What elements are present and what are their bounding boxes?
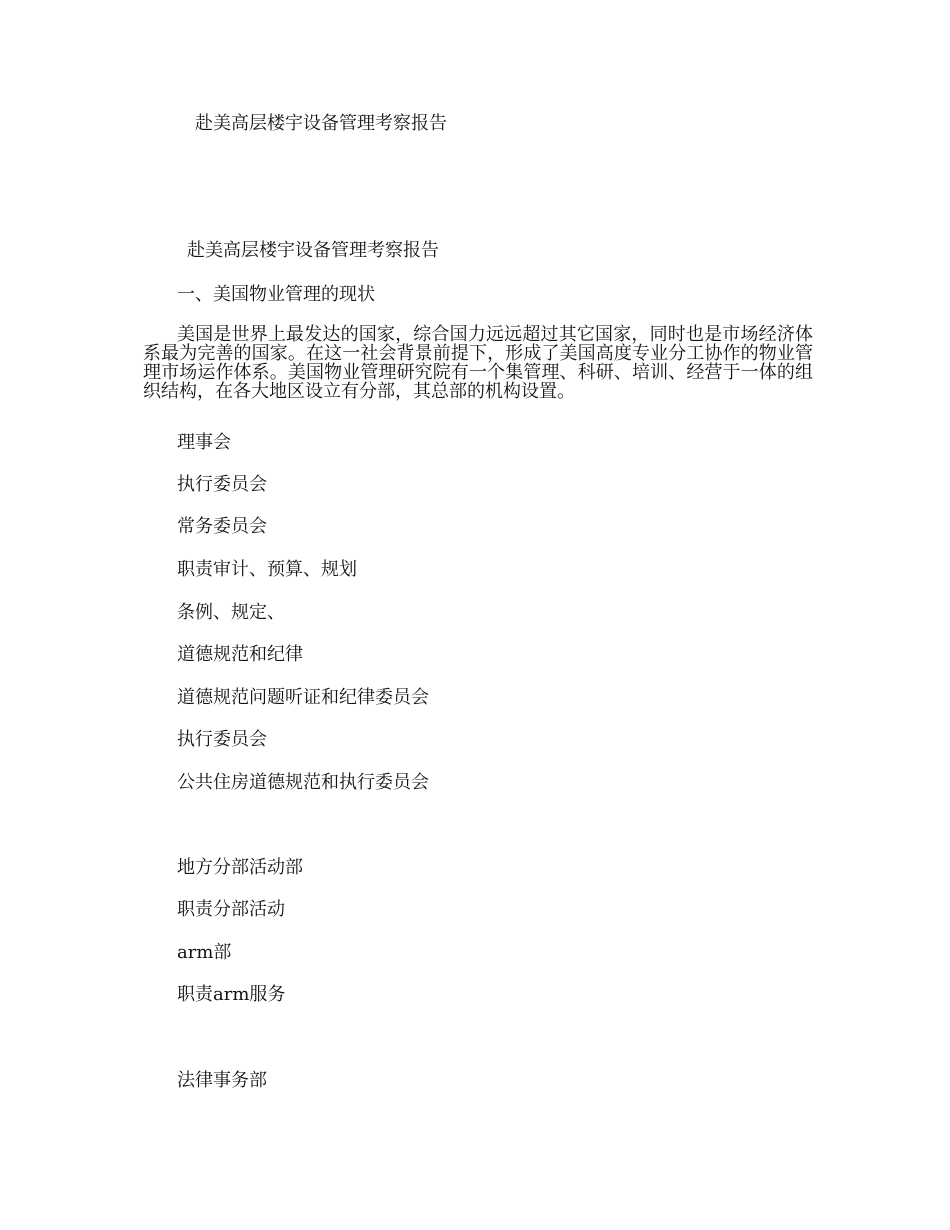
body-paragraph: 美国是世界上最发达的国家，综合国力远远超过其它国家，同时也是市场经济体系最为完善的国家。在这一社会背景前提下，形成了美国高度专业分工协作的物业管理市场运作体系。美国物业管理研究院有一个集管理、科研、培训、经营于一体的组织结构，在各大地区设立有分部，其总部的机构设置。 [143,324,813,402]
list-item: 条例、规定、 [177,602,285,623]
list-item: 法律事务部 [177,1070,267,1091]
list-item: 执行委员会 [177,474,267,495]
list-item: 执行委员会 [177,729,267,750]
section-heading: 一、美国物业管理的现状 [177,284,375,305]
list-item: 职责分部活动 [177,899,285,920]
document-subtitle: 赴美高层楼宇设备管理考察报告 [187,240,439,261]
list-item: arm部 [177,942,232,963]
list-item: 职责arm服务 [177,984,286,1005]
list-item: 道德规范问题听证和纪律委员会 [177,687,429,708]
list-item: 理事会 [177,432,231,453]
document-title: 赴美高层楼宇设备管理考察报告 [195,113,447,134]
list-item: 道德规范和纪律 [177,644,303,665]
list-item: 地方分部活动部 [177,857,303,878]
list-item: 常务委员会 [177,516,267,537]
list-item: 职责审计、预算、规划 [177,559,357,580]
list-item: 公共住房道德规范和执行委员会 [177,772,429,793]
